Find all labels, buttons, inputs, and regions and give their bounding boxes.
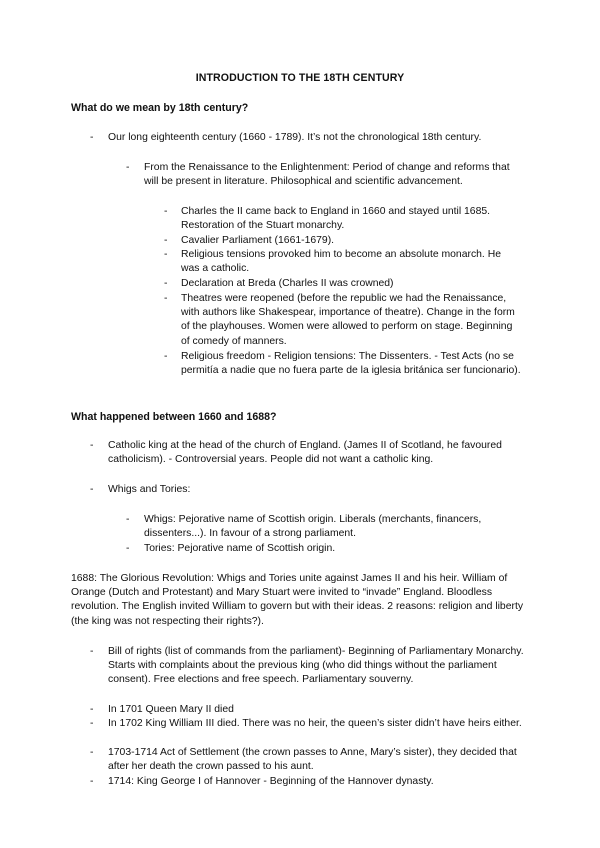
bullet-dash: -	[90, 718, 94, 729]
list-item-text: 1703-1714 Act of Settlement (the crown passes to Anne, Mary’s sister), they decided that after her death the crown passed to his aunt.	[108, 747, 517, 773]
bullet-dash: -	[126, 514, 130, 525]
list-item-text: Whigs: Pejorative name of Scottish origin. Liberals (merchants, financers, dissenters...). In favour of a strong parliament.	[144, 514, 482, 540]
list-item	[90, 483, 528, 497]
list-item	[164, 205, 521, 233]
list-item	[126, 513, 524, 541]
list-item-text: Theatres were reopened (before the republic we had the Renaissance, with authors like Shakespear, importance of theatre). Change in the form of the playhouses. Women were allowed to perform on stage. Beginning of comedy of manners.	[181, 293, 515, 347]
bullet-dash: -	[164, 206, 168, 217]
list-item	[164, 277, 521, 291]
list-item-text: Religious tensions provoked him to become an absolute monarch. He was a catholic.	[181, 249, 501, 275]
section-heading-1660-1688: What happened between 1660 and 1688?	[71, 411, 277, 423]
bullet-dash: -	[126, 543, 130, 554]
list-item-text: Our long eighteenth century (1660 - 1789). It’s not the chronological 18th century.	[108, 132, 482, 143]
list-item-text: Whigs and Tories:	[108, 484, 191, 495]
list-item-text: In 1701 Queen Mary II died	[108, 704, 234, 715]
list-item	[90, 746, 538, 774]
list-item-text: Tories: Pejorative name of Scottish origin.	[144, 543, 336, 554]
list-item-text: Catholic king at the head of the church of England. (James II of Scotland, he favoured catholicism). - Controversial years. People did not want a catholic king.	[108, 440, 502, 466]
bullet-dash: -	[164, 351, 168, 362]
list-item-text: In 1702 King William III died. There was no heir, the queen’s sister didn’t have heirs either.	[108, 718, 522, 729]
list-item-text: Cavalier Parliament (1661-1679).	[181, 235, 335, 246]
bullet-dash: -	[90, 646, 94, 657]
list-item	[164, 350, 521, 378]
bullet-dash: -	[164, 278, 168, 289]
list-item	[90, 439, 528, 467]
bullet-dash: -	[90, 440, 94, 451]
bullet-dash: -	[90, 776, 94, 787]
list-item	[90, 131, 548, 145]
list-item-text: Declaration at Breda (Charles II was crowned)	[181, 278, 394, 289]
bullet-dash: -	[90, 132, 94, 143]
list-item	[90, 703, 538, 717]
bullet-dash: -	[90, 747, 94, 758]
list-item-text: Religious freedom - Religion tensions: The Dissenters. - Test Acts (no se permitía a nadie que no fuera parte de la iglesia británica ser funcionario).	[181, 351, 521, 377]
list-item-text: From the Renaissance to the Enlightenment: Period of change and reforms that will be present in literature. Philosophical and scientific advancement.	[144, 162, 510, 188]
bullet-dash: -	[90, 704, 94, 715]
list-item	[126, 542, 524, 556]
bullet-dash: -	[164, 235, 168, 246]
list-item	[164, 234, 521, 248]
paragraph-glorious-revolution: 1688: The Glorious Revolution: Whigs and Tories unite against James II and his heir. William of Orange (Dutch and Protestant) and Mary Stuart were invited to “invade” England. Bloodless revolution. The English invited William to govern but with their ideas. 2 reasons: religion and liberty (the king was not respecting their rights?).	[71, 573, 524, 627]
list-item	[126, 161, 524, 189]
list-item-text: Bill of rights (list of commands from the parliament)- Beginning of Parliamentary Monarchy. Starts with complaints about the previous king (who did things without the parliament consent). Free elections and free speech. Parliamentary souverny.	[108, 646, 524, 686]
list-item-text: Charles the II came back to England in 1660 and stayed until 1685. Restoration of the Stuart monarchy.	[181, 206, 491, 232]
document-title: INTRODUCTION TO THE 18TH CENTURY	[195, 72, 405, 84]
bullet-dash: -	[164, 293, 168, 304]
list-item	[90, 775, 538, 789]
list-item	[90, 645, 538, 688]
bullet-dash: -	[126, 162, 130, 173]
list-item	[164, 292, 521, 349]
list-item	[164, 248, 521, 276]
bullet-dash: -	[164, 249, 168, 260]
list-item-text: 1714: King George I of Hannover - Beginning of the Hannover dynasty.	[108, 776, 434, 787]
section-heading-18th-century: What do we mean by 18th century?	[71, 102, 249, 114]
bullet-dash: -	[90, 484, 94, 495]
list-item	[90, 717, 538, 731]
